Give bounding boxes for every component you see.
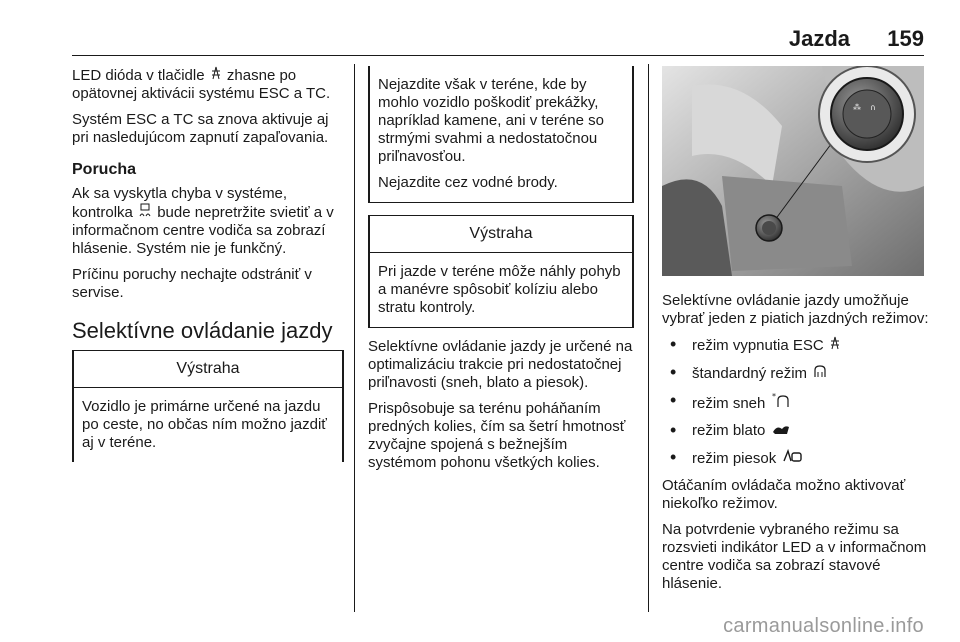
warning-text: Pri jazde v teréne môže náhly pohyb a manévre spôsobiť kolíziu alebo stratu kontroly. [378, 263, 621, 316]
svg-text:⁂: ⁂ [853, 103, 861, 112]
page-header [0, 0, 960, 56]
paragraph: Na potvrdenie vybraného režimu sa rozsvieti indikátor LED a v informačnom centre vodiča sa zobrazí stavové hlásenie. [662, 521, 927, 592]
paragraph: Selektívne ovládanie jazdy umožňuje vybrať jeden z piatich jazdných režimov: [662, 292, 929, 327]
text: LED dióda v tlačidle [72, 67, 205, 84]
text: Ak sa vyskytla chyba v systéme, kontrolka [72, 185, 288, 221]
column-middle [368, 66, 634, 480]
subheading-fault: Porucha [72, 161, 137, 178]
snow-mode-icon [772, 392, 790, 413]
column-divider [354, 64, 355, 612]
column-right [662, 66, 930, 601]
list-item: • režim sneh * [662, 392, 930, 413]
mud-mode-icon [772, 422, 790, 440]
list-item: • režim vypnutia ESC [662, 336, 930, 355]
warning-text: Nejazdite cez vodné brody. [378, 174, 558, 191]
traction-warning-icon [139, 203, 151, 222]
warning-box [368, 215, 634, 328]
warning-body [370, 253, 632, 327]
warning-title: Výstraha [74, 351, 342, 388]
drive-mode-list [662, 336, 930, 468]
page-number: 159 [887, 26, 924, 51]
warning-body [370, 66, 632, 202]
text: zhasne po opätovnej aktivácii systému ESC a TC. [72, 67, 331, 102]
list-item: • štandardný režim [662, 364, 930, 383]
svg-text:∩: ∩ [870, 103, 876, 112]
watermark: carmanualsonline.info [723, 615, 924, 637]
warning-box-continued [368, 66, 634, 203]
paragraph: Selektívne ovládanie jazdy je určené na optimalizáciu trakcie pri nedostatočnej priľnavosti (sneh, blato a piesok). [368, 338, 633, 391]
section-title: Jazda [788, 26, 850, 51]
car-standard-icon [813, 364, 827, 383]
paragraph: Otáčaním ovládača možno aktivovať niekoľko režimov. [662, 477, 906, 512]
drive-mode-selector-photo [662, 66, 924, 276]
section-heading: Selektívne ovládanie jazdy [72, 318, 333, 343]
paragraph [72, 185, 344, 258]
list-item: • režim blato [662, 422, 930, 440]
column-left [72, 66, 344, 462]
list-item: • režim piesok [662, 449, 930, 468]
esc-off-icon [830, 336, 840, 355]
warning-text: Vozidlo je primárne určené na jazdu po ceste, no občas ním možno jazdiť aj v teréne. [82, 398, 327, 451]
paragraph: Systém ESC a TC sa znova aktivuje aj pri nasledujúcom zapnutí zapaľovania. [72, 111, 329, 146]
text: bude nepretržite svietiť a v informačnom centre vodiča sa zobrazí hlásenie. Systém nie je funkčný. [72, 204, 334, 257]
warning-box [72, 350, 344, 462]
sand-mode-icon [782, 449, 802, 468]
column-divider [648, 64, 649, 612]
paragraph: Príčinu poruchy nechajte odstrániť v servise. [72, 266, 312, 301]
header-rule [72, 55, 924, 56]
warning-text: Nejazdite však v teréne, kde by mohlo vozidlo poškodiť prekážky, napríklad kamene, ani v teréne so strmými svahmi a nedostatočnou priľnavosťou. [378, 76, 604, 165]
warning-body [74, 388, 342, 462]
svg-text:*: * [771, 392, 776, 401]
paragraph [72, 66, 344, 103]
esc-off-icon [211, 66, 221, 85]
paragraph: Prispôsobuje sa terénu poháňaním predných kolies, čím sa šetrí hmotnosť zvyčajne spojená s bežnejším systémom pohonu všetkých kolies. [368, 400, 626, 471]
warning-title: Výstraha [370, 216, 632, 253]
